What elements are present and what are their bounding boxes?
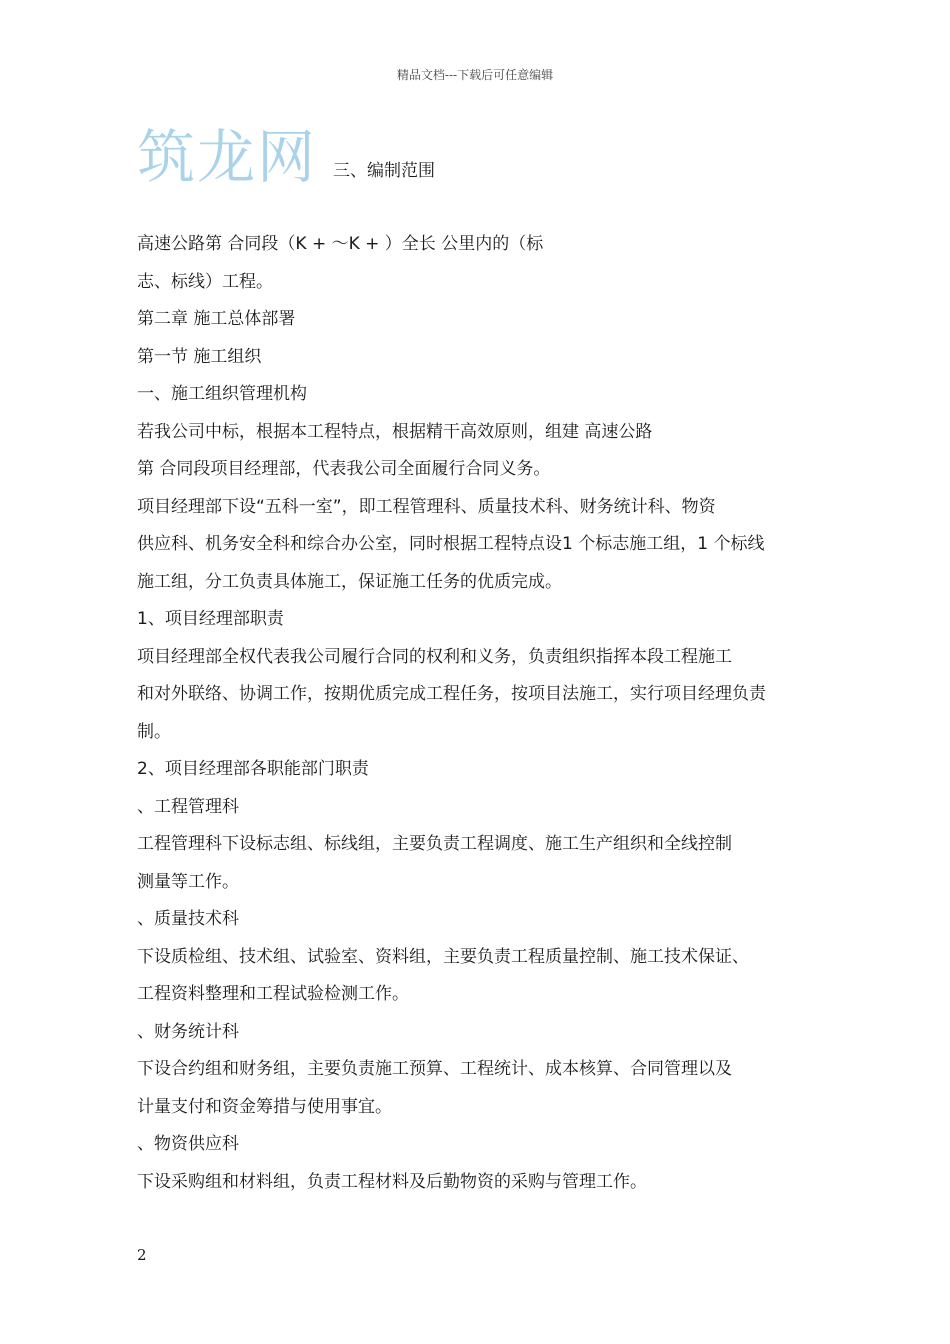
text-line: 制。	[137, 721, 171, 742]
text-line: 和对外联络、协调工作，按期优质完成工程任务，按项目法施工，实行项目经理负责	[137, 684, 766, 704]
page-number: 2	[137, 1246, 147, 1264]
text-line: 工程资料整理和工程试验检测工作。	[137, 984, 409, 1004]
department-heading: 、物资供应科	[137, 1134, 239, 1154]
text-line: 工程管理科下设标志组、标线组，主要负责工程调度、施工生产组织和全线控制	[137, 834, 732, 854]
department-heading: 、质量技术科	[137, 909, 239, 929]
body-text	[137, 228, 852, 1203]
text-line: 下设合约组和财务组，主要负责施工预算、工程统计、成本核算、合同管理以及	[137, 1059, 732, 1079]
text-line: 计量支付和资金筹措与使用事宜。	[137, 1096, 392, 1117]
header-note: 精品文档---下载后可任意编辑	[396, 68, 554, 82]
logo-watermark: 筑龙网	[137, 123, 318, 191]
section-heading: 第一节 施工组织	[137, 346, 262, 367]
text-line: 项目经理部下设“五科一室”，即工程管理科、质量技术科、财务统计科、物资	[137, 496, 716, 517]
department-heading: 、工程管理科	[137, 796, 239, 817]
subsection-heading: 1、项目经理部职责	[137, 609, 284, 629]
subsection-heading: 2、项目经理部各职能部门职责	[137, 759, 369, 779]
subsection-heading: 一、施工组织管理机构	[137, 384, 307, 404]
text-line: 第 合同段项目经理部，代表我公司全面履行合同义务。	[137, 459, 551, 479]
text-line: 项目经理部全权代表我公司履行合同的权利和义务，负责组织指挥本段工程施工	[137, 646, 732, 667]
text-line: 高速公路第 合同段（K + ～K + ）全长 公里内的（标	[137, 234, 544, 254]
text-line: 下设质检组、技术组、试验室、资料组，主要负责工程质量控制、施工技术保证、	[137, 946, 749, 967]
text-line: 下设采购组和材料组，负责工程材料及后勤物资的采购与管理工作。	[137, 1171, 647, 1192]
text-line: 施工组，分工负责具体施工，保证施工任务的优质完成。	[137, 571, 562, 592]
text-line: 若我公司中标，根据本工程特点，根据精干高效原则，组建 高速公路	[137, 421, 653, 442]
text-line: 测量等工作。	[137, 871, 239, 892]
chapter-heading: 第二章 施工总体部署	[137, 309, 296, 329]
text-line: 志、标线）工程。	[137, 271, 273, 292]
text-line: 供应科、机务安全科和综合办公室，同时根据工程特点设1 个标志施工组，1 个标线	[137, 534, 765, 554]
section-title: 三、编制范围	[333, 161, 435, 181]
department-heading: 、财务统计科	[137, 1021, 239, 1042]
